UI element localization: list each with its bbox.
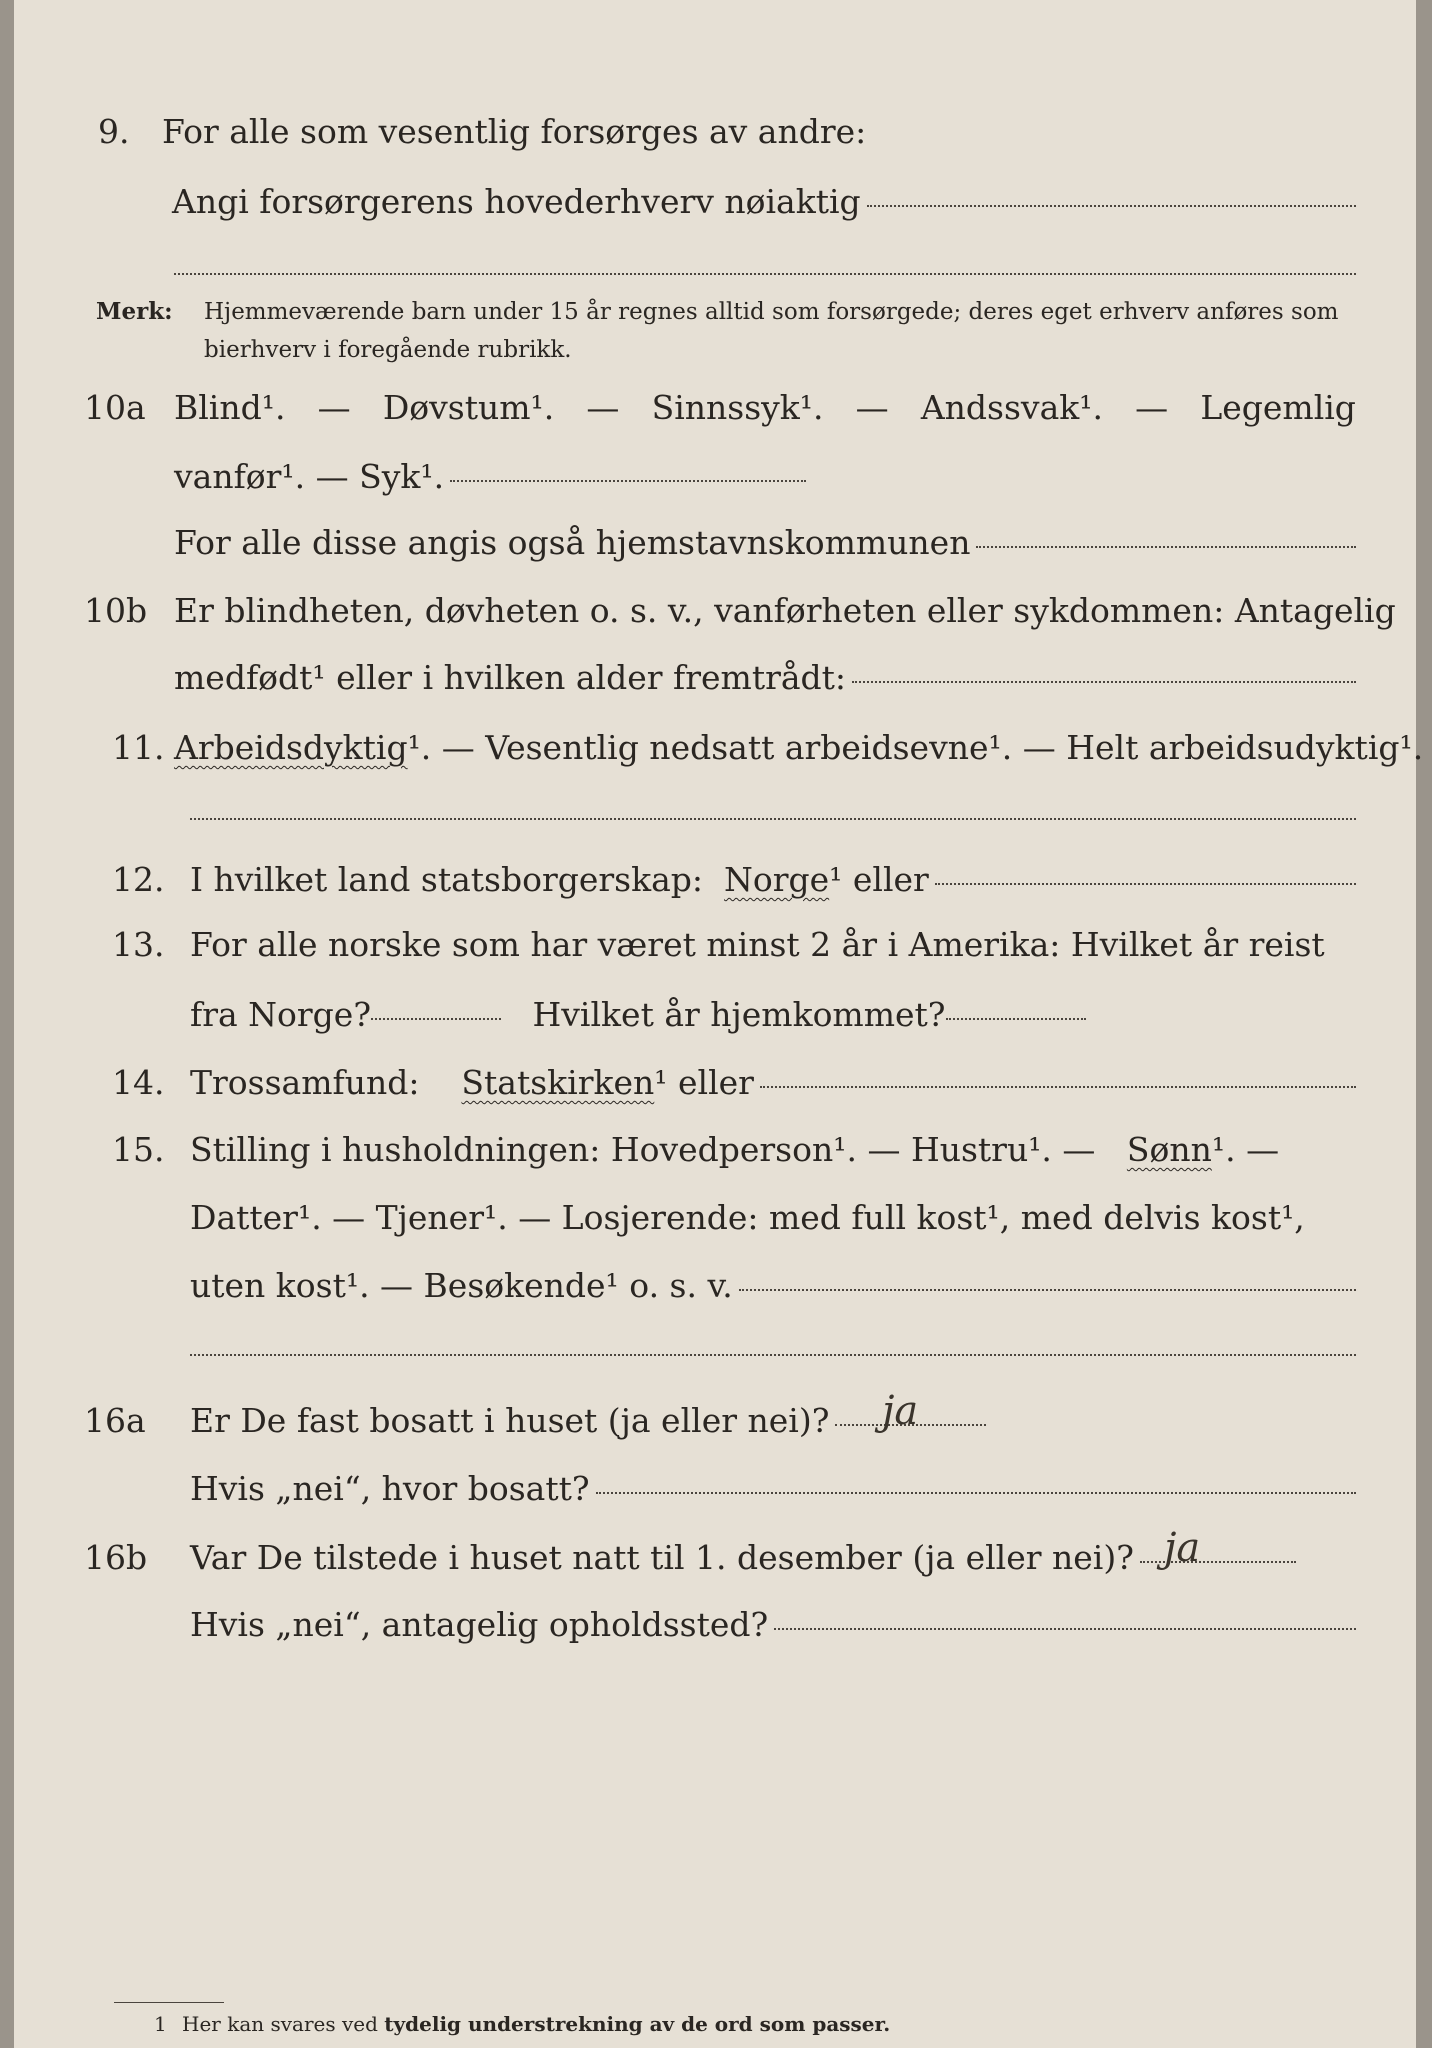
q10a-dash: — (1135, 388, 1169, 427)
q9-row (14, 107, 1416, 157)
q16b-opholdssted-field[interactable] (774, 1628, 1356, 1630)
q16a-question: Er De fast bosatt i huset (ja eller nei)? (190, 1401, 830, 1440)
q15-sonn-underlined: Sønn (1126, 1130, 1212, 1169)
q13-reist-field[interactable] (371, 1018, 501, 1020)
q13-number: 13. (112, 925, 165, 964)
q16a-number: 16a (84, 1401, 146, 1440)
q15-line1: Stilling i husholdningen: Hovedperson¹. — Hustru¹. — (190, 1130, 1096, 1169)
q16b-opholdssted-label: Hvis „nei“, antagelig opholdssted? (190, 1605, 769, 1644)
q9-answer-line[interactable] (174, 273, 1356, 275)
merk-label: Merk: (96, 298, 173, 325)
q15-datter-line: Datter¹. — Tjener¹. — Losjerende: med full kost¹, med delvis kost¹, (190, 1198, 1305, 1237)
q11-number: 11. (112, 728, 165, 767)
q14-statskirken-underlined: Statskirken (461, 1063, 655, 1102)
q10a-andssvak: Andssvak¹. (920, 388, 1103, 427)
q16a-line2 (14, 1464, 1416, 1514)
q10a-hjemstavn-field[interactable] (976, 546, 1356, 548)
q10a-sinnssyk: Sinnssyk¹. (651, 388, 824, 427)
q10a-dash: — (586, 388, 620, 427)
q15-row (14, 1125, 1416, 1175)
q15-answer-line[interactable] (190, 1354, 1356, 1356)
q11-rest: ¹. — Vesentlig nedsatt arbeidsevne¹. — Helt arbeidsudyktig¹. (407, 728, 1424, 767)
q11-answer-line[interactable] (190, 818, 1356, 820)
q9-heading: For alle som vesentlig forsørges av andre: (162, 112, 867, 151)
merk-text: Hjemmeværende barn under 15 år regnes alltid som forsørgede; deres eget erhverv anføres som bierhverv i foregående rubrikk. (204, 299, 1339, 363)
q14-label: Trossamfund: (190, 1063, 420, 1102)
q14-row (14, 1058, 1416, 1108)
q10a-line2 (14, 452, 1416, 502)
q16b-number: 16b (84, 1538, 148, 1577)
q10a-vanfor-syk: vanfør¹. — Syk¹. (174, 457, 445, 496)
q15-line1-end: ¹. — (1211, 1130, 1280, 1169)
q10b-label: medfødt¹ eller i hvilken alder fremtrådt: (174, 658, 847, 697)
q13-reist-label: fra Norge? (190, 995, 372, 1034)
q10a-row (14, 383, 1416, 433)
q10a-hjemstavn-label: For alle disse angis også hjemstavnskommunen (174, 523, 971, 562)
census-form-page (14, 0, 1424, 2048)
q9-line2 (14, 177, 1416, 227)
q10a-dash: — (855, 388, 889, 427)
q10a-dovstum: Døvstum¹. (382, 388, 555, 427)
q15-answer-field[interactable] (739, 1289, 1356, 1291)
q16a-handwritten-answer: ja (882, 1388, 919, 1434)
footnote-rule (114, 2002, 224, 2003)
q13-hjemkommet-field[interactable] (946, 1018, 1086, 1020)
q13-question: For alle norske som har været minst 2 år i Amerika: Hvilket år reist (190, 925, 1325, 964)
q16a-bosatt-field[interactable] (596, 1492, 1356, 1494)
q9-number: 9. (98, 112, 130, 151)
q14-eller: ¹ eller (654, 1063, 754, 1102)
q10b-question: Er blindheten, døvheten o. s. v., vanførheten eller sykdommen: Antagelig (174, 591, 1396, 630)
q10a-dash: — (317, 388, 351, 427)
q10b-number: 10b (84, 591, 148, 630)
footnote-mark: 1 (154, 2012, 167, 2036)
q11-arbeidsdyktig-underlined: Arbeidsdyktig (174, 728, 408, 767)
q12-norge-underlined: Norge (724, 860, 830, 899)
q9-label: Angi forsørgerens hovederhverv nøiaktig (172, 182, 861, 221)
q13-row (14, 920, 1416, 970)
q12-label: I hvilket land statsborgerskap: (190, 860, 704, 899)
q12-answer-field[interactable] (935, 883, 1356, 885)
q13-line2 (14, 990, 1416, 1040)
q15-line3 (14, 1261, 1416, 1311)
q12-row (14, 855, 1416, 905)
q15-number: 15. (112, 1130, 165, 1169)
q9-answer-field[interactable] (867, 205, 1356, 207)
q16b-line2 (14, 1600, 1416, 1650)
q16b-handwritten-answer: ja (1164, 1525, 1201, 1571)
q13-hjemkommet-label: Hvilket år hjemkommet? (532, 995, 946, 1034)
q12-number: 12. (112, 860, 165, 899)
q16b-question: Var De tilstede i huset natt til 1. desember (ja eller nei)? (190, 1538, 1134, 1577)
q16a-bosatt-label: Hvis „nei“, hvor bosatt? (190, 1469, 590, 1508)
q10b-line2 (14, 653, 1416, 703)
q16a-row (14, 1396, 1416, 1446)
footnote-bold-text: tydelig understrekning av de ord som passer. (384, 2012, 891, 2036)
q12-eller: ¹ eller (829, 860, 929, 899)
q10b-row (14, 586, 1416, 636)
q10a-number: 10a (84, 388, 146, 427)
q16b-row (14, 1533, 1416, 1583)
footnote-text: Her kan svares ved (182, 2012, 385, 2036)
q15-uten-kost-line: uten kost¹. — Besøkende¹ o. s. v. (190, 1266, 733, 1305)
q15-line2 (14, 1193, 1416, 1243)
q10a-legemlig: Legemlig (1200, 388, 1356, 427)
q11-row (14, 723, 1424, 773)
q10a-syk-field[interactable] (450, 480, 806, 482)
q14-answer-field[interactable] (760, 1086, 1356, 1088)
q10a-line3 (14, 518, 1416, 568)
q10b-answer-field[interactable] (852, 681, 1356, 683)
q10a-blind: Blind¹. (174, 388, 286, 427)
merk-note (74, 293, 1374, 373)
q14-number: 14. (112, 1063, 165, 1102)
